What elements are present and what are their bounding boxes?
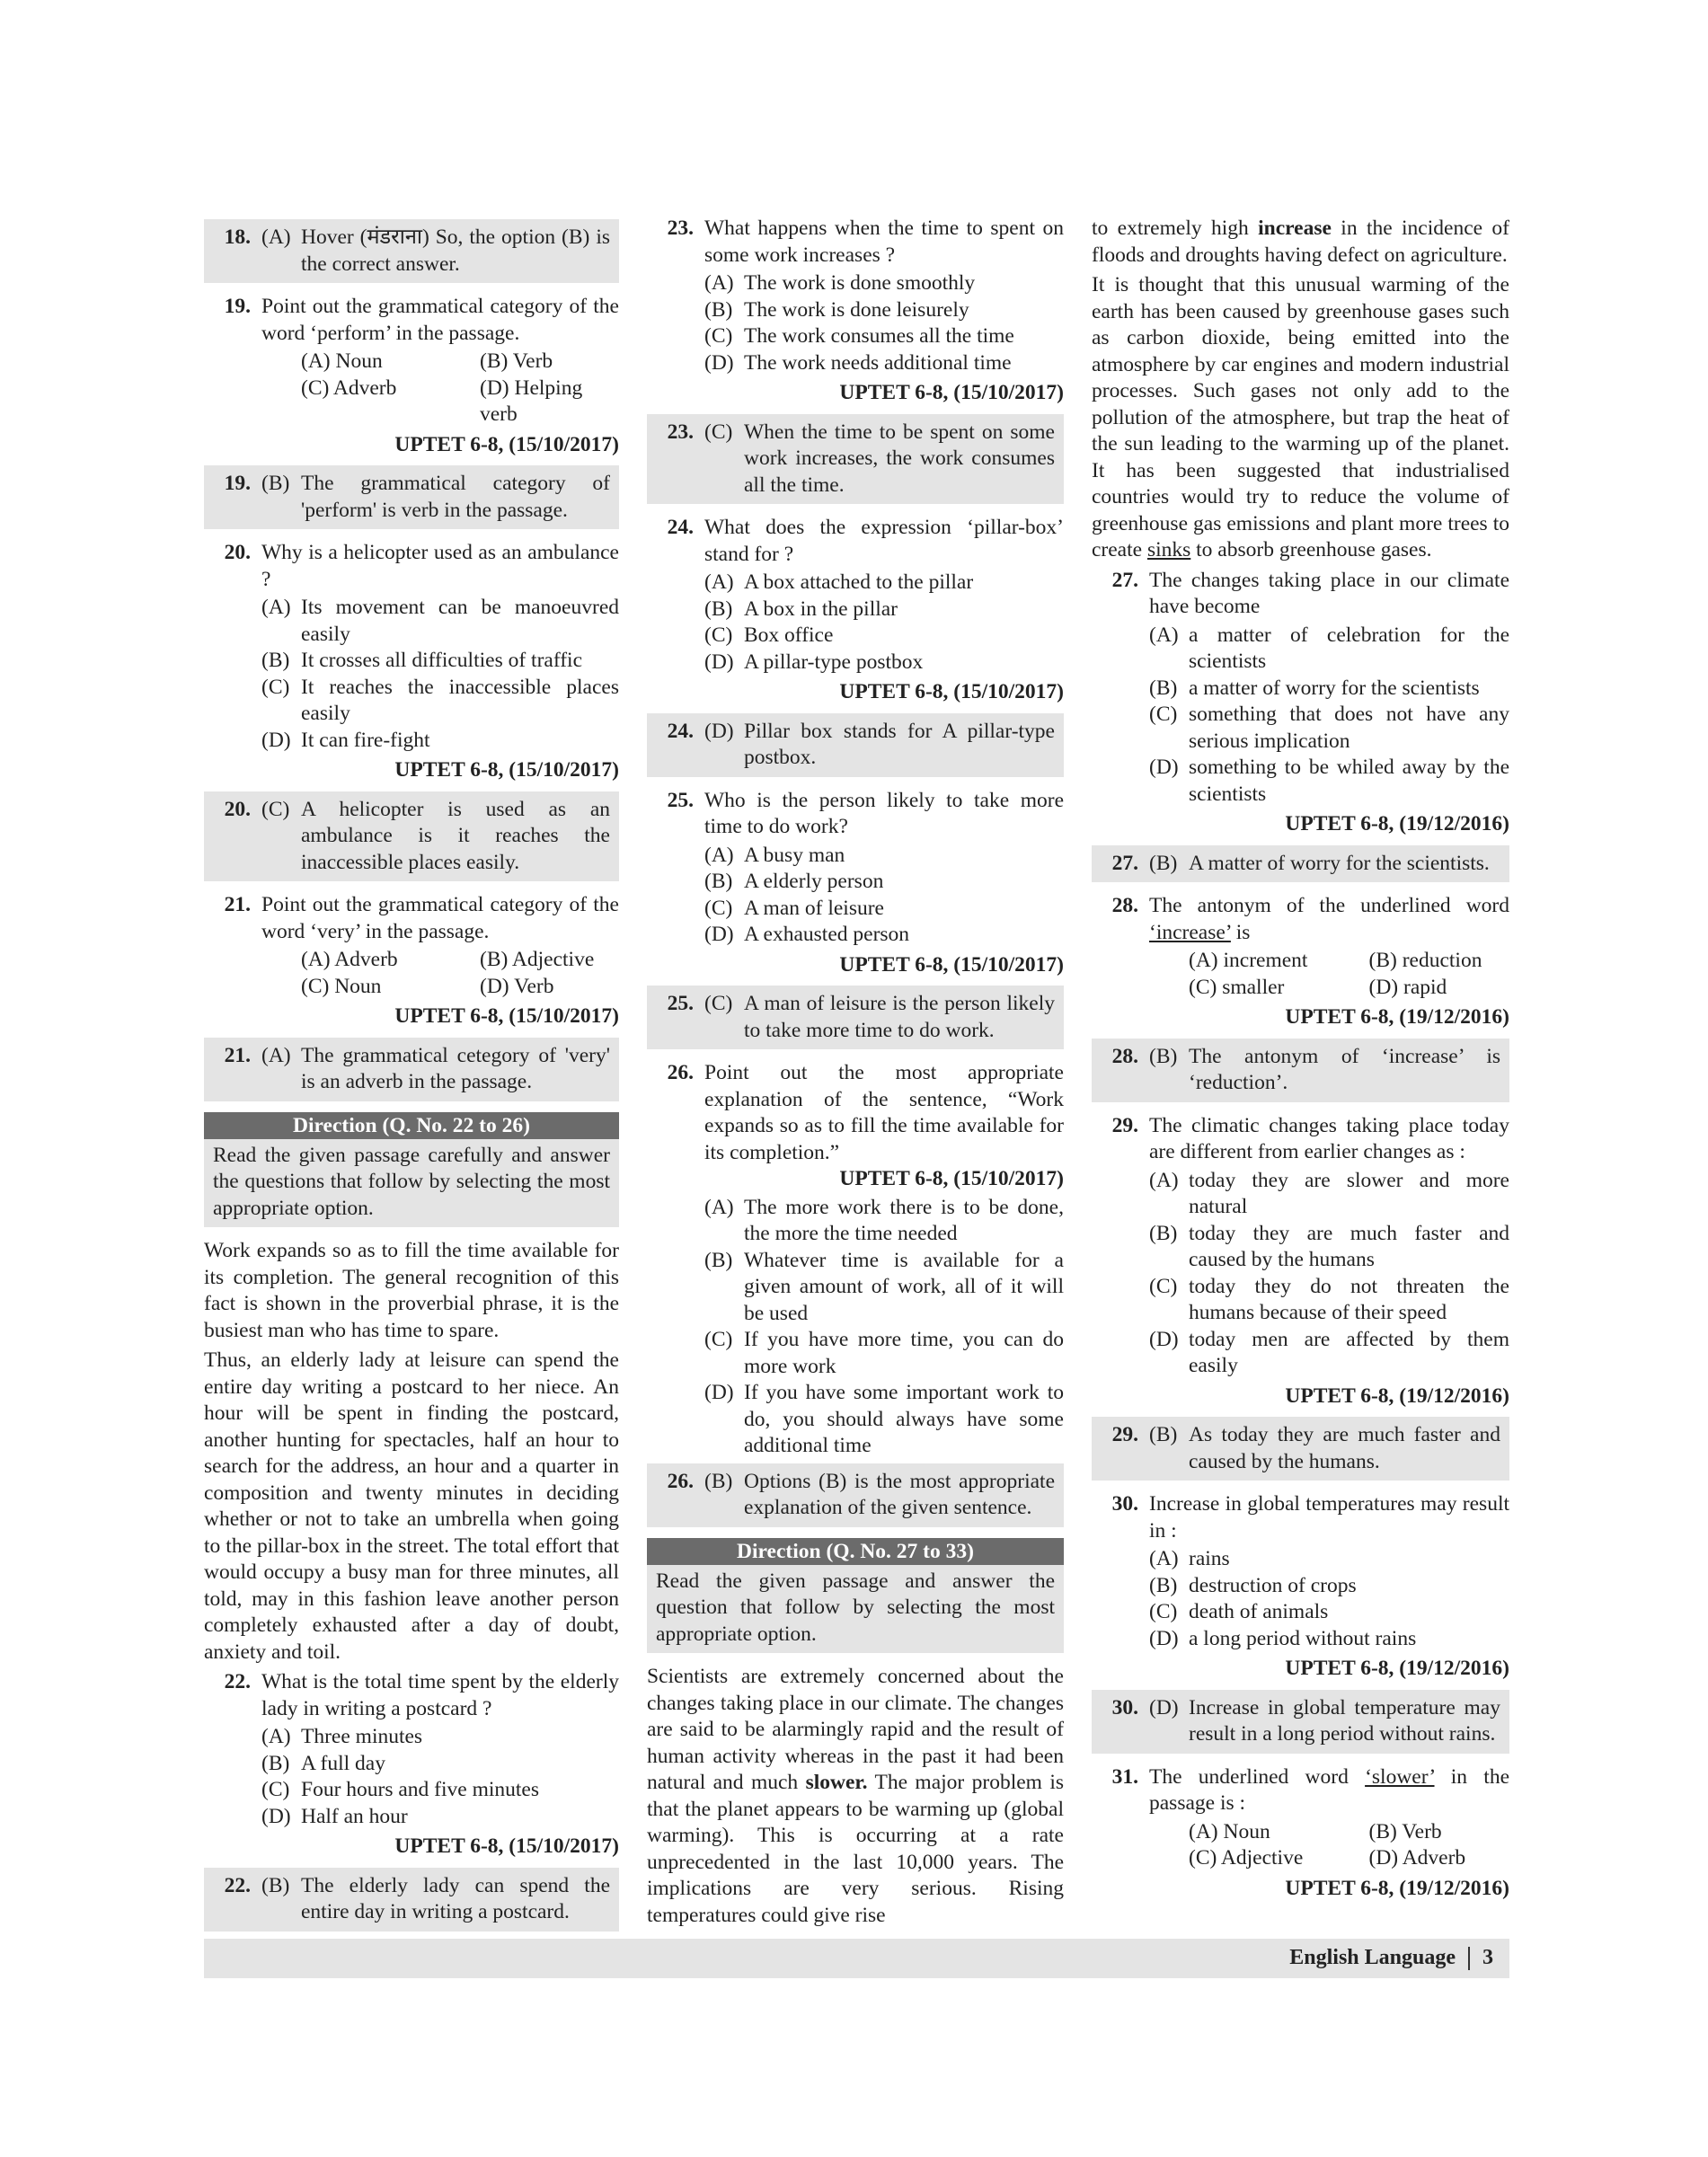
- direction-heading: Direction (Q. No. 22 to 26): [204, 1112, 619, 1139]
- page-number: 3: [1482, 1946, 1493, 1969]
- bold-word: slower.: [805, 1771, 868, 1794]
- answer-28: 28. (B) The antonym of ‘increase’ is ‘reduction’.: [1092, 1039, 1509, 1102]
- question-22: 22. What is the total time spent by the elderly lady in writing a postcard ? (A) Three minutes (B) A full day (C) Four hours and five minutes (D) Half an hour: [224, 1670, 619, 1828]
- passage-paragraph: to extremely high increase in the incidence of floods and droughts having defect on agriculture.: [1092, 217, 1509, 267]
- question-29: 29. The climatic changes taking place today are different from earlier changes as : (A) today they are slower and more natural (B) today they are much faster and caused by the humans (C) today they do not threaten the humans because of their speed (D) today men are affected by them easily: [1111, 1113, 1509, 1377]
- exam-reference: UPTET 6-8, (15/10/2017): [394, 1004, 619, 1028]
- answer-20: 20. (C) A helicopter is used as an ambulance is it reaches the inaccessible places easily.: [204, 791, 619, 882]
- direction-text: Read the given passage and answer the question that follow by selecting the most appropriate option.: [647, 1565, 1064, 1654]
- passage-paragraph: Scientists are extremely concerned about the changes taking place in our climate. The changes are said to be alarmingly rapid and the result of human activity whereas in the past it had been natural and much slower. The major problem is that the planet appears to be warming up (global warming). This is occurring at a rate unprecedented in the last 10,000 years. The implications are very serious. Rising temperatures could give rise: [647, 1665, 1065, 1927]
- answer-27: 27. (B) A matter of worry for the scientists.: [1092, 845, 1509, 883]
- page-footer: [204, 1939, 1509, 1978]
- answer-26: 26. (B) Options (B) is the most appropriate explanation of the given sentence.: [647, 1463, 1064, 1527]
- question-25: 25. Who is the person likely to take more time to do work? (A) A busy man (B) A elderly person (C) A man of leisure (D) A exhausted person: [667, 788, 1064, 946]
- exam-reference: UPTET 6-8, (15/10/2017): [394, 758, 619, 782]
- exam-reference: UPTET 6-8, (19/12/2016): [1285, 1005, 1509, 1029]
- column-right: [1092, 216, 1509, 1909]
- direction-text: Read the given passage carefully and answer the questions that follow by selecting the most appropriate option.: [204, 1139, 619, 1228]
- question-19: 19. Point out the grammatical category of the word ‘perform’ in the passage. (A) Noun (B) Verb (C) Adverb (D) Helping verb: [224, 295, 619, 426]
- bold-word: increase: [1258, 217, 1332, 240]
- exam-reference: UPTET 6-8, (19/12/2016): [1285, 1876, 1509, 1900]
- exam-reference: UPTET 6-8, (15/10/2017): [839, 680, 1064, 703]
- passage-paragraph: It is thought that this unusual warming of the earth has been caused by greenhouse gases such as carbon dioxide, being emitted into the atmosphere by car engines and modern industrial processes. Such gases not only add to the pollution of the atmosphere, but trap the heat of the sun leading to the warming up of the planet. It has been suggested that industrialised countries would try to reduce the volume of greenhouse gas emissions and plant more trees to create sinks to absorb greenhouse gases.: [1092, 273, 1509, 561]
- footer-divider: [1468, 1947, 1470, 1970]
- answer-23: 23. (C) When the time to be spent on some work increases, the work consumes all the time.: [647, 414, 1064, 505]
- answer-25: 25. (C) A man of leisure is the person likely to take more time to do work.: [647, 986, 1064, 1049]
- answer-21: 21. (A) The grammatical cetegory of 'very' is an adverb in the passage.: [204, 1038, 619, 1101]
- passage-paragraph: Work expands so as to fill the time available for its completion. The general recognition of this fact is shown in the proverbial phrase, it is the busiest man who has time to spare.: [204, 1239, 619, 1342]
- exam-reference: UPTET 6-8, (15/10/2017): [394, 1834, 619, 1858]
- question-26: 26. Point out the most appropriate explanation of the sentence, “Work expands so as to fill the time available for its completion.” UPTET 6-8, (15/10/2017) (A) The more work there is to be done, the more the time needed (B) Whatever time is available for a given amount of work, all of it will be used (C) If you have more time, you can do more work (D) If you have some important work to do, you should always have some additional time: [667, 1061, 1064, 1457]
- column-middle: [647, 216, 1064, 1932]
- underlined-word: ‘slower’: [1365, 1764, 1435, 1789]
- exam-reference: UPTET 6-8, (15/10/2017): [394, 432, 619, 456]
- answer-24: 24. (D) Pillar box stands for A pillar-type postbox.: [647, 713, 1064, 777]
- question-23: 23. What happens when the time to spent on some work increases ? (A) The work is done smoothly (B) The work is done leisurely (C) The work consumes all the time (D) The work needs additional time: [667, 217, 1064, 375]
- question-30: 30. Increase in global temperatures may result in : (A) rains (B) destruction of crops (C) death of animals (D) a long period without rains: [1111, 1492, 1509, 1650]
- underlined-word: sinks: [1146, 538, 1191, 561]
- passage-paragraph: Thus, an elderly lady at leisure can spend the entire day writing a postcard to her niece. An hour will be spent in finding the postcard, another hunting for spectacles, half an hour to search for the address, an hour and a quarter in composition and twenty minutes in deciding whether or not to take an umbrella when going to the pillar-box in the street. The total effort that would occupy a busy man for three minutes, all told, may in this fashion leave another person completely exhausted after a day of doubt, anxiety and toil.: [204, 1348, 619, 1664]
- answer-18: 18. (A) Hover (मंडराना) So, the option (B) is the correct answer.: [204, 219, 619, 283]
- exam-reference: UPTET 6-8, (15/10/2017): [839, 952, 1064, 977]
- question-21: 21. Point out the grammatical category of the word ‘very’ in the passage. (A) Adverb (B) Adjective (C) Noun (D) Verb: [224, 893, 619, 998]
- question-24: 24. What does the expression ‘pillar-box’ stand for ? (A) A box attached to the pillar (B) A box in the pillar (C) Box office (D) A pillar-type postbox: [667, 516, 1064, 674]
- answer-29: 29. (B) As today they are much faster and caused by the humans.: [1092, 1417, 1509, 1481]
- answer-22: 22. (B) The elderly lady can spend the entire day in writing a postcard.: [204, 1868, 619, 1932]
- footer-title: English Language: [1289, 1946, 1456, 1969]
- underlined-word: ‘increase’: [1149, 920, 1231, 944]
- exam-reference: UPTET 6-8, (15/10/2017): [839, 1167, 1064, 1190]
- exam-reference: UPTET 6-8, (15/10/2017): [839, 381, 1064, 404]
- exam-reference: UPTET 6-8, (19/12/2016): [1285, 1383, 1509, 1408]
- answer-19: 19. (B) The grammatical category of 'perform' is verb in the passage.: [204, 465, 619, 529]
- question-31: 31. The underlined word ‘slower’ in the passage is : (A) Noun (B) Verb (C) Adjective (D) Adverb: [1111, 1764, 1510, 1870]
- exam-reference: UPTET 6-8, (19/12/2016): [1285, 812, 1509, 835]
- answer-30: 30. (D) Increase in global temperature may result in a long period without rains.: [1092, 1690, 1509, 1754]
- question-28: 28. The antonym of the underlined word ‘increase’ is (A) increment (B) reduction (C) smaller (D) rapid: [1111, 894, 1509, 999]
- question-20: 20. Why is a helicopter used as an ambulance ? (A) Its movement can be manoeuvred easily (B) It crosses all difficulties of traffic (C) It reaches the inaccessible places easily (D) It can fire-fight: [224, 541, 619, 752]
- question-27: 27. The changes taking place in our climate have become (A) a matter of celebration for the scientists (B) a matter of worry for the scientists (C) something that does not have any serious implication (D) something to be whiled away by the scientists: [1111, 568, 1509, 806]
- exam-reference: UPTET 6-8, (19/12/2016): [1285, 1657, 1509, 1680]
- direction-heading: Direction (Q. No. 27 to 33): [647, 1538, 1064, 1565]
- column-left: [204, 216, 619, 1942]
